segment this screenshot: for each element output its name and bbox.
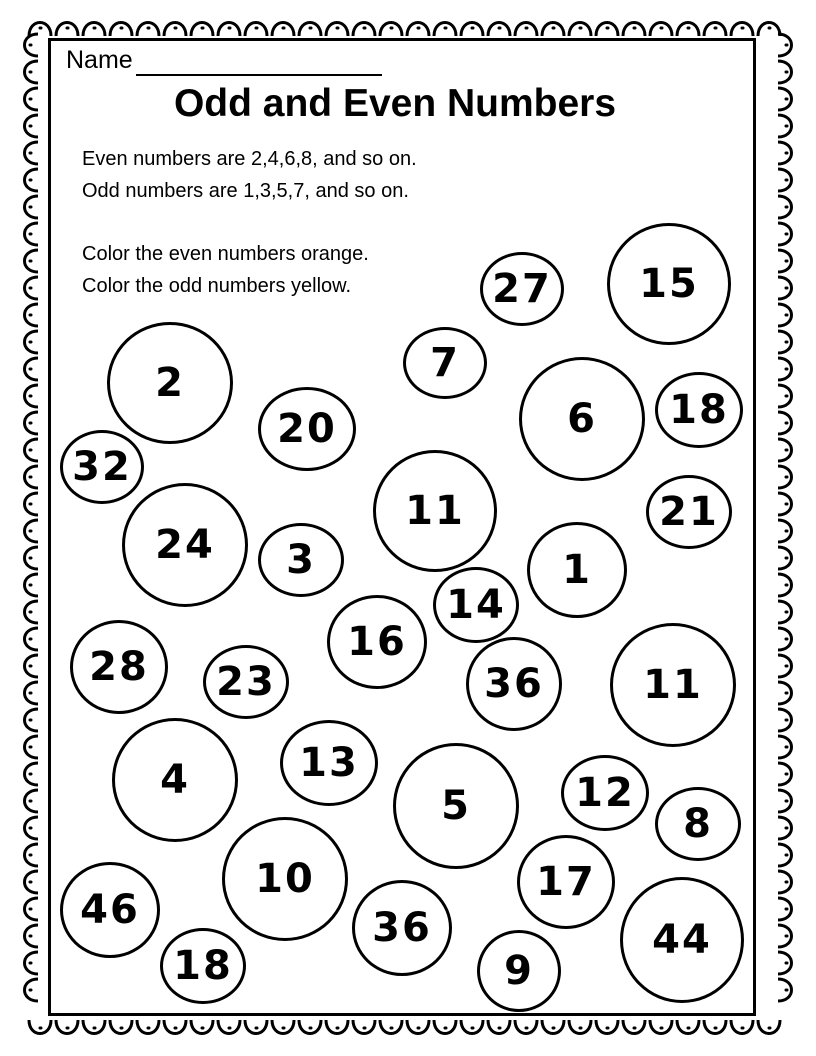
name-line[interactable] — [136, 74, 382, 76]
number-circle[interactable]: 24 — [122, 483, 248, 607]
number-circle[interactable]: 18 — [160, 928, 246, 1004]
number-circle[interactable]: 8 — [655, 787, 741, 861]
number-circle[interactable]: 36 — [466, 637, 562, 731]
instruction-color-even: Color the even numbers orange. — [82, 243, 369, 265]
number-circle[interactable]: 4 — [112, 718, 238, 842]
number-circle[interactable]: 11 — [373, 450, 497, 572]
instruction-even: Even numbers are 2,4,6,8, and so on. — [82, 148, 417, 170]
number-circle[interactable]: 3 — [258, 523, 344, 597]
number-circle[interactable]: 10 — [222, 817, 348, 941]
number-circle[interactable]: 2 — [107, 322, 233, 444]
number-circle[interactable]: 21 — [646, 475, 732, 549]
number-circle[interactable]: 6 — [519, 357, 645, 481]
number-circle[interactable]: 1 — [527, 522, 627, 618]
number-circle[interactable]: 17 — [517, 835, 615, 929]
instruction-color-odd: Color the odd numbers yellow. — [82, 275, 352, 297]
number-circle[interactable]: 20 — [258, 387, 356, 471]
number-circle[interactable]: 36 — [352, 880, 452, 976]
number-circle[interactable]: 12 — [561, 755, 649, 831]
number-circle[interactable]: 23 — [203, 645, 289, 719]
number-circle[interactable]: 14 — [433, 567, 519, 643]
number-circle[interactable]: 16 — [327, 595, 427, 689]
number-circle[interactable]: 7 — [403, 327, 487, 399]
number-circle[interactable]: 5 — [393, 743, 519, 869]
number-circle[interactable]: 13 — [280, 720, 378, 806]
number-circle[interactable]: 28 — [70, 620, 168, 714]
instruction-odd: Odd numbers are 1,3,5,7, and so on. — [82, 180, 409, 202]
name-label: Name — [66, 46, 133, 74]
number-circle[interactable]: 32 — [60, 430, 144, 504]
number-circle[interactable]: 18 — [655, 372, 743, 448]
number-circle[interactable]: 11 — [610, 623, 736, 747]
number-circle[interactable]: 44 — [620, 877, 744, 1003]
page-title: Odd and Even Numbers — [173, 82, 617, 125]
number-circle[interactable]: 9 — [477, 930, 561, 1012]
number-circle[interactable]: 27 — [480, 252, 564, 326]
number-circle[interactable]: 15 — [607, 223, 731, 345]
number-circle[interactable]: 46 — [60, 862, 160, 958]
